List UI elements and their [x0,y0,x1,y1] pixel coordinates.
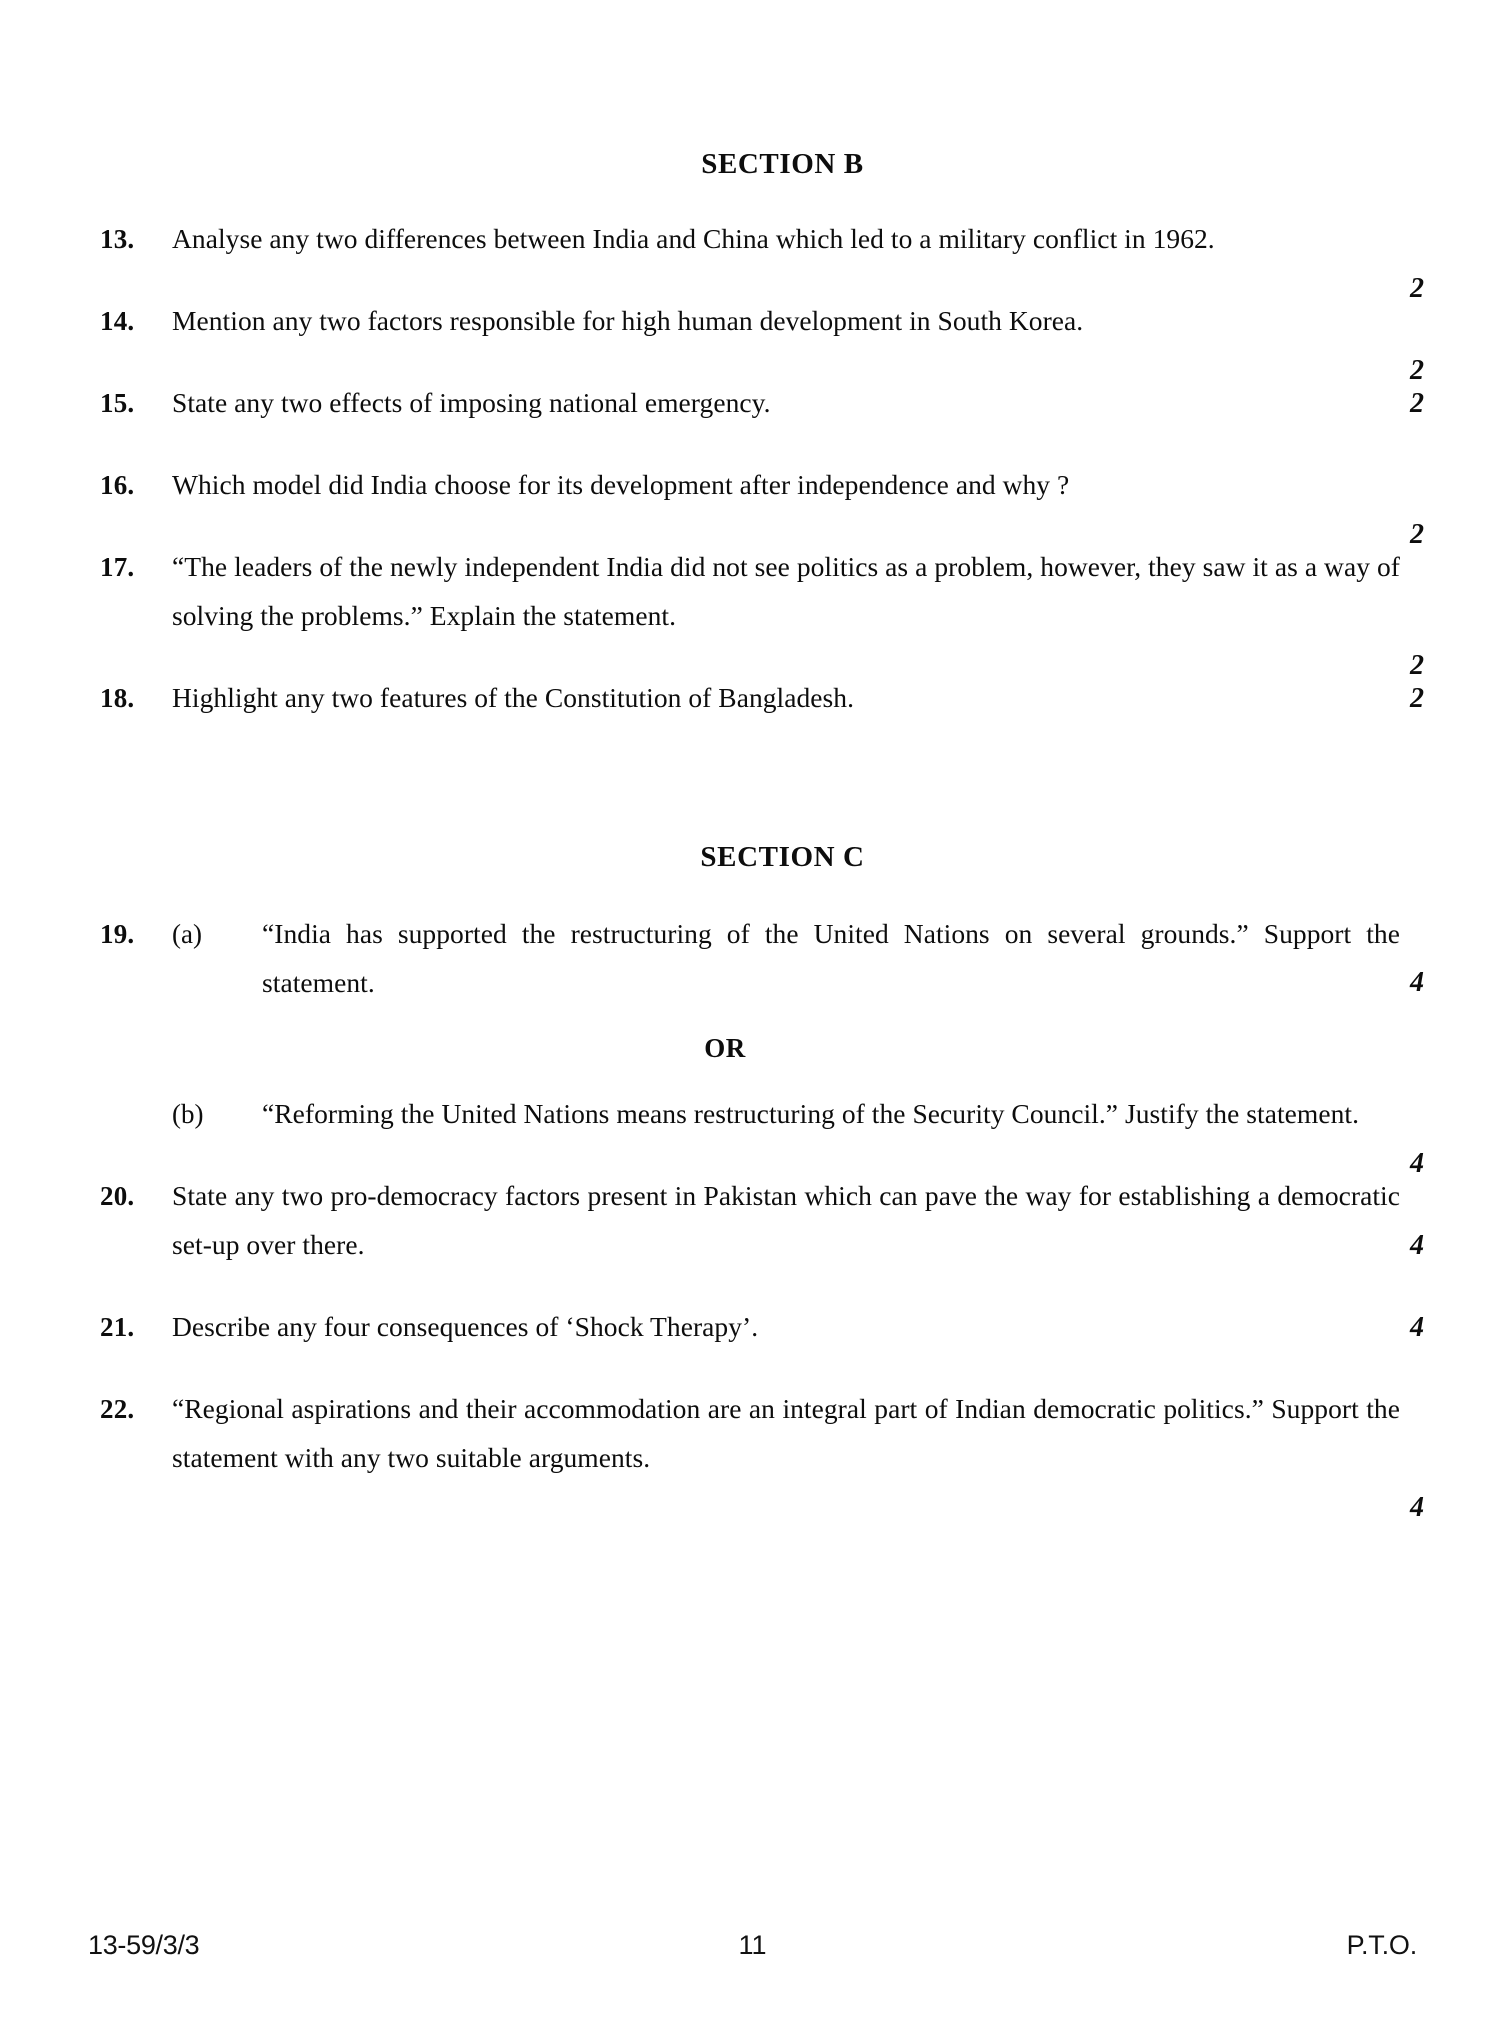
question-20 [0,1172,1505,1270]
question-14 [0,297,1505,386]
question-text: Highlight any two features of the Constitution of Bangladesh. [172,681,855,713]
question-21 [0,1303,1505,1352]
turn-over-note: P.T.O. [1346,1930,1417,1960]
question-number: 17. [100,551,135,582]
page-number: 11 [738,1930,767,1960]
question-19b [0,1090,1505,1180]
question-number: 13. [100,224,135,254]
question-text: “Reforming the United Nations means restructuring of the Security Council.” Justify the statement. [262,1098,1360,1130]
paper-code: 13-59/3/3 [88,1930,200,1960]
question-number: 20. [100,1181,135,1212]
marks-value: 2 [1410,387,1424,419]
marks-value: 4 [1410,1491,1424,1523]
question-13 [0,215,1505,304]
section-heading-b: SECTION B [701,148,864,180]
question-number: 19. [100,918,135,949]
question-19a [0,910,1505,1008]
question-15 [0,379,1505,428]
question-text: Mention any two factors responsible for high human development in South Korea. [172,304,1084,336]
question-18 [0,674,1505,723]
question-text: Describe any four consequences of ‘Shock Therapy’. [172,1311,759,1343]
question-17 [0,543,1505,681]
marks-value: 4 [1410,1148,1424,1180]
question-22 [0,1385,1505,1523]
question-text: State any two pro-democracy factors present in Pakistan which can pave the way for establishing a democratic set-up over there. [172,1180,1400,1261]
marks-value: 2 [1410,649,1424,681]
marks-value: 4 [1410,1230,1424,1262]
question-16 [0,461,1505,550]
question-number: 21. [100,1312,135,1343]
question-text: “Regional aspirations and their accommodation are an integral part of Indian democratic politics.” Support the statement with any two suitable arguments. [172,1393,1400,1474]
marks-value: 2 [1410,518,1424,550]
question-number: 22. [100,1394,135,1425]
question-number: 16. [100,469,135,500]
marks-value: 2 [1410,354,1424,386]
question-number: 14. [100,305,135,336]
question-text: State any two effects of imposing national emergency. [172,386,771,418]
question-text: “The leaders of the newly independent India did not see politics as a problem, however, they saw it as a way of solving the problems.” Explain the statement. [172,550,1400,631]
marks-value: 4 [1410,967,1424,999]
question-number: 15. [100,387,135,418]
question-text: “India has supported the restructuring of the United Nations on several grounds.” Support the statement. [262,917,1400,998]
question-part-label: (a) [172,918,202,949]
question-text: Which model did India choose for its development after independence and why ? [172,468,1070,500]
question-text: Analyse any two differences between India and China which led to a military conflict in 1962. [172,223,1215,254]
marks-value: 4 [1410,1312,1424,1344]
question-number: 18. [100,682,135,713]
marks-value: 2 [1410,682,1424,714]
section-heading-c: SECTION C [700,840,865,873]
or-separator: OR [704,1033,746,1064]
question-part-label: (b) [172,1099,204,1130]
marks-value: 2 [1410,272,1424,304]
page-footer [0,1930,1505,1970]
